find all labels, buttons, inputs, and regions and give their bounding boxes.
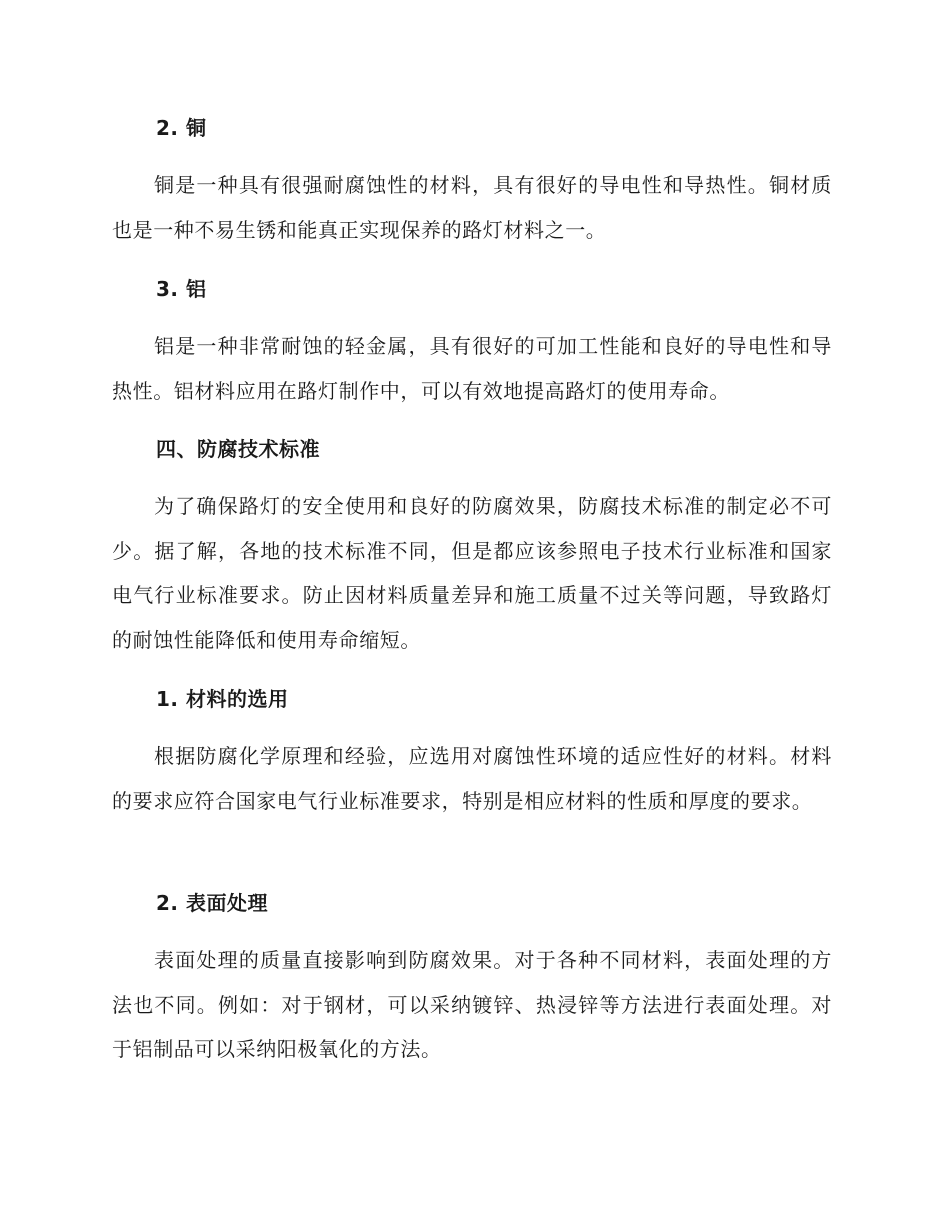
paragraph-copper: 铜是一种具有很强耐腐蚀性的材料，具有很好的导电性和导热性。铜材质也是一种不易生锈和能真正实现保养的路灯材料之一。 — [112, 173, 832, 242]
paragraph-aluminum: 铝是一种非常耐蚀的轻金属，具有很好的可加工性能和良好的导电性和导热性。铝材料应用在路灯制作中，可以有效地提高路灯的使用寿命。 — [112, 334, 832, 403]
paragraph-material-selection: 根据防腐化学原理和经验，应选用对腐蚀性环境的适应性好的材料。材料的要求应符合国家电气行业标准要求，特别是相应材料的性质和厚度的要求。 — [112, 744, 832, 813]
section-heading-anticorrosion-standards: 四、防腐技术标准 — [156, 437, 320, 461]
paragraph-anticorrosion-standards: 为了确保路灯的安全使用和良好的防腐效果，防腐技术标准的制定必不可少。据了解，各地的技术标准不同，但是都应该参照电子技术行业标准和国家电气行业标准要求。防止因材料质量差异和施工质量不过关等问题，导致路灯的耐蚀性能降低和使用寿命缩短。 — [112, 494, 832, 652]
section-heading-material-selection: 1. 材料的选用 — [156, 687, 289, 711]
section-heading-aluminum: 3. 铝 — [156, 277, 207, 301]
section-heading-copper: 2. 铜 — [156, 116, 207, 140]
section-heading-surface-treatment: 2. 表面处理 — [156, 891, 268, 915]
paragraph-surface-treatment: 表面处理的质量直接影响到防腐效果。对于各种不同材料，表面处理的方法也不同。例如：对于钢材，可以采纳镀锌、热浸锌等方法进行表面处理。对于铝制品可以采纳阳极氧化的方法。 — [112, 948, 832, 1061]
